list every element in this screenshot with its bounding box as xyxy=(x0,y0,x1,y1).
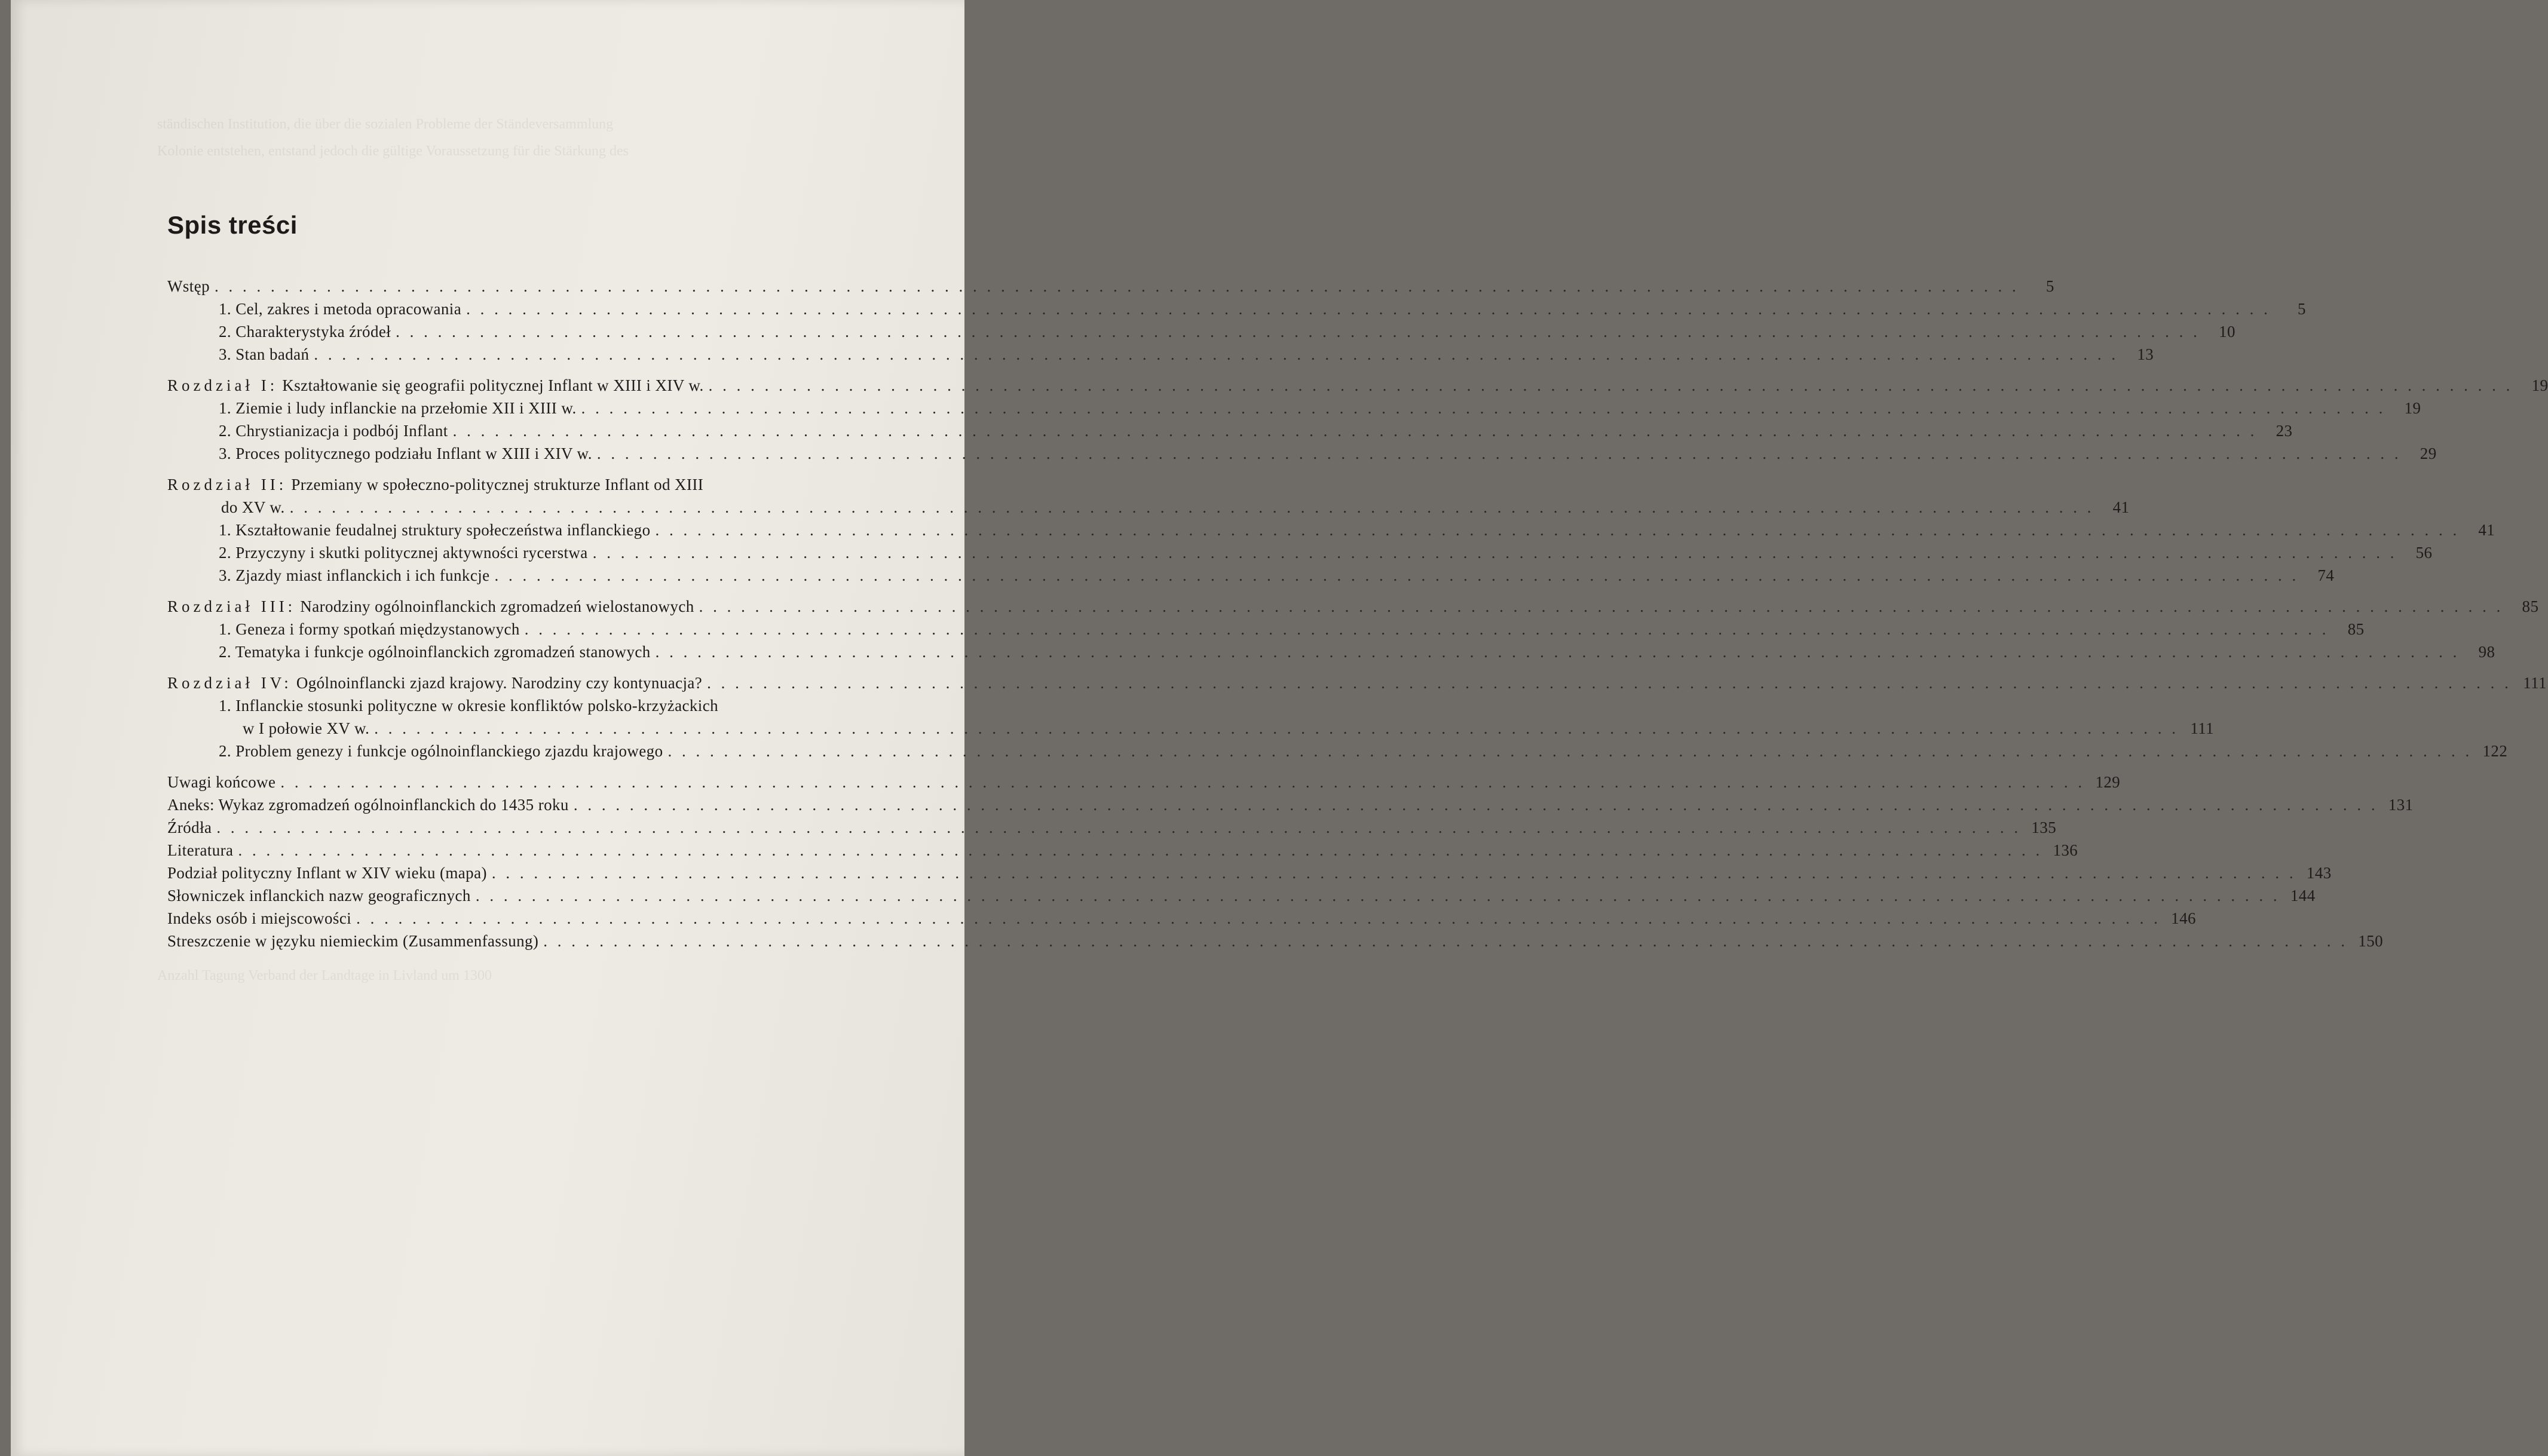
chapter-label: Rozdział II: xyxy=(167,476,287,493)
toc-subentry[interactable] xyxy=(167,298,2306,320)
toc-entry-title: Źródła xyxy=(167,819,212,836)
toc-entry-title: 3. Stan badań xyxy=(219,345,310,363)
dot-leader xyxy=(280,771,2082,793)
bleed-through-text: Anzahl Tagung Verband der Landtage in Livland um 1300 xyxy=(157,968,492,983)
toc-chapter-entry-continuation[interactable] xyxy=(167,496,2130,519)
toc-entry-title: 2. Przyczyny i skutki politycznej aktywności rycerstwa xyxy=(219,544,588,562)
dot-leader xyxy=(581,397,2383,419)
toc-entry-title: 1. Geneza i formy spotkań międzystanowych xyxy=(219,620,520,638)
toc-entry-title: 2. Problem genezy i funkcje ogólnoinflanckiego zjazdu krajowego xyxy=(219,742,663,760)
toc-chapter-entry[interactable] xyxy=(167,374,2548,397)
toc-entry-page: 111 xyxy=(2523,674,2547,692)
dot-leader xyxy=(656,640,2457,663)
dot-leader xyxy=(655,519,2457,541)
toc-entry-title: Ogólnoinflancki zjazd krajowy. Narodziny czy kontynuacja? xyxy=(296,674,703,692)
dot-leader xyxy=(543,930,2345,952)
toc-entry-title: 2. Tematyka i funkcje ogólnoinflanckich zgromadzeń stanowych xyxy=(219,643,651,661)
toc-subentry[interactable] xyxy=(167,519,2495,541)
book-page xyxy=(11,0,2548,1456)
toc-entry[interactable] xyxy=(167,884,2316,907)
toc-entry-title: 2. Chrystianizacja i podbój Inflant xyxy=(219,422,448,440)
dot-leader xyxy=(476,884,2277,907)
toc-entry-page: 10 xyxy=(2219,323,2235,341)
toc-entry-title: Słowniczek inflanckich nazw geograficznych xyxy=(167,887,471,905)
dot-leader xyxy=(356,907,2158,930)
toc-entry-title: 1. Cel, zakres i metoda opracowania xyxy=(219,300,462,318)
toc-entry-page: 131 xyxy=(2388,796,2414,814)
page-title: Spis treści xyxy=(167,211,298,240)
dot-leader xyxy=(574,793,2375,816)
toc-entry[interactable] xyxy=(167,907,2196,930)
toc-entry-page: 74 xyxy=(2317,566,2335,584)
toc-entry-page: 85 xyxy=(2347,620,2365,638)
toc-subentry-continuation[interactable] xyxy=(167,717,2215,740)
dot-leader xyxy=(667,740,2469,762)
dot-leader xyxy=(396,320,2197,343)
toc-entry[interactable] xyxy=(167,793,2414,816)
toc-subentry[interactable] xyxy=(167,694,930,717)
dot-leader xyxy=(597,442,2399,465)
dot-leader xyxy=(707,672,2509,694)
toc-subentry[interactable] xyxy=(167,419,2293,442)
toc-subentry[interactable] xyxy=(167,343,2154,366)
toc-entry-page: 41 xyxy=(2112,498,2130,516)
toc-entry-page: 146 xyxy=(2171,909,2196,927)
toc-entry[interactable] xyxy=(167,862,2332,884)
toc-subentry[interactable] xyxy=(167,541,2433,564)
toc-subentry[interactable] xyxy=(167,564,2335,587)
dot-leader xyxy=(495,564,2296,587)
toc-chapter-entry[interactable] xyxy=(167,595,2539,618)
dot-leader xyxy=(699,595,2501,618)
toc-entry-page: 5 xyxy=(2045,277,2054,295)
dot-leader xyxy=(215,275,2016,298)
toc-entry-title: 3. Proces politycznego podziału Inflant w XIII i XIV w. xyxy=(219,445,592,462)
dot-leader xyxy=(492,862,2293,884)
toc-subentry[interactable] xyxy=(167,397,2421,419)
toc-entry-title: Uwagi końcowe xyxy=(167,773,276,791)
chapter-label: Rozdział I: xyxy=(167,376,278,394)
toc-entry-title-continuation: w I połowie XV w. xyxy=(243,719,370,737)
toc-entry-title: Kształtowanie się geografii politycznej Inflant w XIII i XIV w. xyxy=(282,376,704,394)
toc-entry-title: Literatura xyxy=(167,841,234,859)
dot-leader xyxy=(453,419,2255,442)
toc-entry-page: 29 xyxy=(2420,445,2437,462)
toc-entry-page: 23 xyxy=(2276,422,2293,440)
toc-entry-title: Wstęp xyxy=(167,277,210,295)
toc-entry-page: 85 xyxy=(2522,597,2539,615)
dot-leader xyxy=(709,374,2510,397)
dot-leader xyxy=(374,717,2176,740)
toc-entry-page: 143 xyxy=(2306,864,2332,882)
toc-entry-title: Streszczenie w języku niemieckim (Zusammenfassung) xyxy=(167,932,539,950)
dot-leader xyxy=(314,343,2115,366)
toc-entry-page: 41 xyxy=(2478,521,2495,539)
chapter-label: Rozdział IV: xyxy=(167,674,292,692)
toc-entry-page: 135 xyxy=(2031,819,2057,836)
toc-entry-page: 144 xyxy=(2290,887,2316,905)
chapter-label: Rozdział III: xyxy=(167,597,296,615)
toc-entry-title: Aneks: Wykaz zgromadzeń ogólnoinflanckich do 1435 roku xyxy=(167,796,569,814)
toc-entry-page: 98 xyxy=(2478,643,2495,661)
toc-chapter-entry[interactable] xyxy=(167,672,2547,694)
dot-leader xyxy=(290,496,2091,519)
dot-leader xyxy=(466,298,2268,320)
toc-entry-title: 2. Charakterystyka źródeł xyxy=(219,323,391,341)
toc-entry-title: 1. Kształtowanie feudalnej struktury społeczeństwa inflanckiego xyxy=(219,521,651,539)
toc-subentry[interactable] xyxy=(167,320,2235,343)
toc-entry-title: 1. Inflanckie stosunki polityczne w okresie konfliktów polsko-krzyżackich xyxy=(219,697,718,715)
dot-leader xyxy=(593,541,2394,564)
toc-subentry[interactable] xyxy=(167,640,2495,663)
bleed-through-text: ständischen Institution, die über die sozialen Probleme der Ständeversammlung xyxy=(157,117,614,132)
toc-entry-page: 136 xyxy=(2053,841,2078,859)
toc-entry-page: 129 xyxy=(2095,773,2121,791)
toc-entry[interactable] xyxy=(167,839,2078,862)
bleed-through-text: Kolonie entstehen, entstand jedoch die gültige Voraussetzung für die Stärkung des xyxy=(157,143,629,159)
dot-leader xyxy=(238,839,2039,862)
toc-entry-title: Przemiany w społeczno-politycznej strukturze Inflant od XIII xyxy=(291,476,704,493)
toc-entry-title: 3. Zjazdy miast inflanckich i ich funkcje xyxy=(219,566,490,584)
table-of-contents xyxy=(167,275,2548,952)
toc-entry-page: 13 xyxy=(2137,345,2154,363)
dot-leader xyxy=(525,618,2326,640)
toc-entry-title: Indeks osób i miejscowości xyxy=(167,909,352,927)
toc-chapter-entry[interactable] xyxy=(167,473,930,496)
toc-entry-page: 5 xyxy=(2297,300,2306,318)
toc-entry[interactable] xyxy=(167,816,2057,839)
toc-entry-page: 56 xyxy=(2415,544,2433,562)
toc-entry-page: 150 xyxy=(2358,932,2384,950)
dot-leader xyxy=(216,816,2018,839)
toc-entry-title: Podział polityczny Inflant w XIV wieku (mapa) xyxy=(167,864,487,882)
toc-subentry[interactable] xyxy=(167,740,2508,762)
toc-entry-page: 122 xyxy=(2482,742,2508,760)
toc-entry-page: 111 xyxy=(2190,719,2215,737)
toc-entry[interactable] xyxy=(167,275,2054,298)
toc-entry[interactable] xyxy=(167,930,2384,952)
toc-entry-title: 1. Ziemie i ludy inflanckie na przełomie XII i XIII w. xyxy=(219,399,577,417)
toc-entry-page: 19 xyxy=(2531,376,2548,394)
toc-entry[interactable] xyxy=(167,771,2121,793)
toc-entry-page: 19 xyxy=(2404,399,2421,417)
toc-subentry[interactable] xyxy=(167,442,2437,465)
toc-entry-title: Narodziny ogólnoinflanckich zgromadzeń wielostanowych xyxy=(300,597,694,615)
toc-subentry[interactable] xyxy=(167,618,2365,640)
toc-entry-title-continuation: do XV w. xyxy=(221,498,285,516)
